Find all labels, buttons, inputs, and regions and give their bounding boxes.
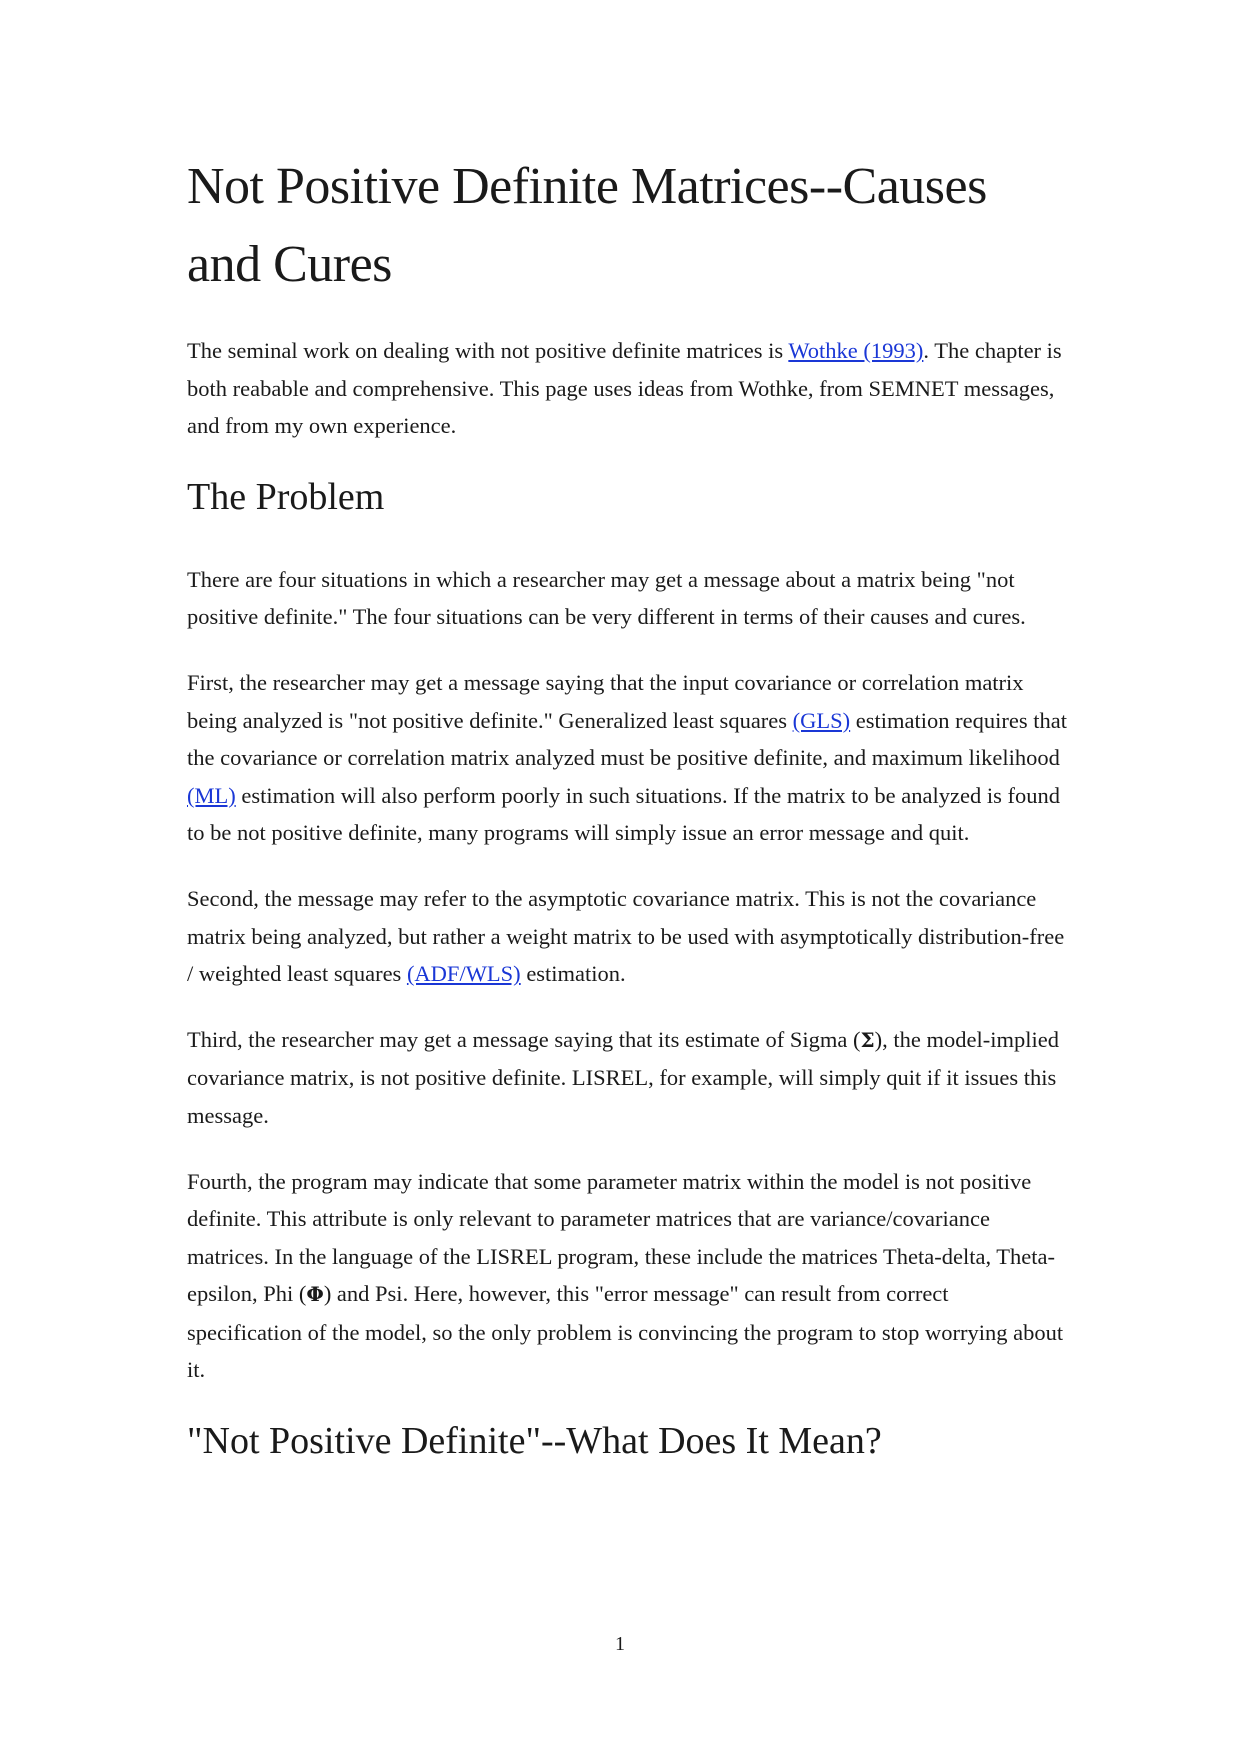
paragraph-text: ), the model-implied covariance matrix, is not positive definite. LISREL, for example, will simply quit if it issues this message. <box>187 1026 1060 1128</box>
section-heading-problem: The Problem <box>187 475 385 518</box>
paragraph-text: estimation requires that the covariance or correlation matrix analyzed must be positive definite, and maximum likelihood <box>187 707 1067 771</box>
problem-paragraph-5 <box>187 1163 1067 1390</box>
paragraph-text: First, the researcher may get a message saying that the input covariance or correlation matrix being analyzed is "not positive definite." Generalized least squares <box>187 669 1024 733</box>
paragraph-text: Second, the message may refer to the asymptotic covariance matrix. This is not the covariance matrix being analyzed, but rather a weight matrix to be used with asymptotically distribution-free / weighted least squares <box>187 885 1065 987</box>
adf-wls-link[interactable]: (ADF/WLS) <box>406 961 521 987</box>
problem-paragraph-4 <box>187 1021 1067 1135</box>
intro-paragraph <box>187 332 1067 445</box>
page-title: Not Positive Definite Matrices--Causes and Cures <box>187 158 987 293</box>
paragraph-text: estimation will also perform poorly in such situations. If the matrix to be analyzed is found to be not positive definite, many programs will simply issue an error message and quit. <box>187 782 1060 846</box>
intro-text-continued: . The chapter is both reabable and comprehensive. This page uses ideas from Wothke, from SEMNET messages, and from my own experience. <box>187 338 1062 439</box>
gls-link[interactable]: (GLS) <box>792 707 851 733</box>
problem-paragraph-3 <box>187 880 1067 993</box>
problem-paragraph-2 <box>187 664 1067 852</box>
intro-text: The seminal work on dealing with not positive definite matrices is <box>187 338 789 363</box>
section-heading-meaning: "Not Positive Definite"--What Does It Mean? <box>187 1420 882 1463</box>
ml-link[interactable]: (ML) <box>187 782 236 808</box>
paragraph-text: estimation. <box>520 961 626 987</box>
wothke-reference-link[interactable]: Wothke (1993) <box>788 338 924 363</box>
sigma-symbol: Σ <box>860 1027 875 1052</box>
phi-symbol: Φ <box>306 1282 324 1307</box>
paragraph-text: Third, the researcher may get a message saying that its estimate of Sigma ( <box>187 1026 861 1052</box>
paragraph-text: ) and Psi. Here, however, this "error message" can result from correct specification of the model, so the only problem is convincing the program to stop worrying about it. <box>187 1281 1064 1383</box>
page-number: 1 <box>615 1633 625 1655</box>
document-page <box>187 148 1067 1505</box>
problem-paragraph-1: There are four situations in which a researcher may get a message about a matrix being "not positive definite." The four situations can be very different in terms of their causes and cures. <box>187 566 1026 630</box>
paragraph-text: Fourth, the program may indicate that some parameter matrix within the model is not positive definite. This attribute is only relevant to parameter matrices that are variance/covariance matrices. In the language of the LISREL program, these include the matrices Theta-delta, Theta-epsilon, Phi ( <box>187 1168 1056 1307</box>
